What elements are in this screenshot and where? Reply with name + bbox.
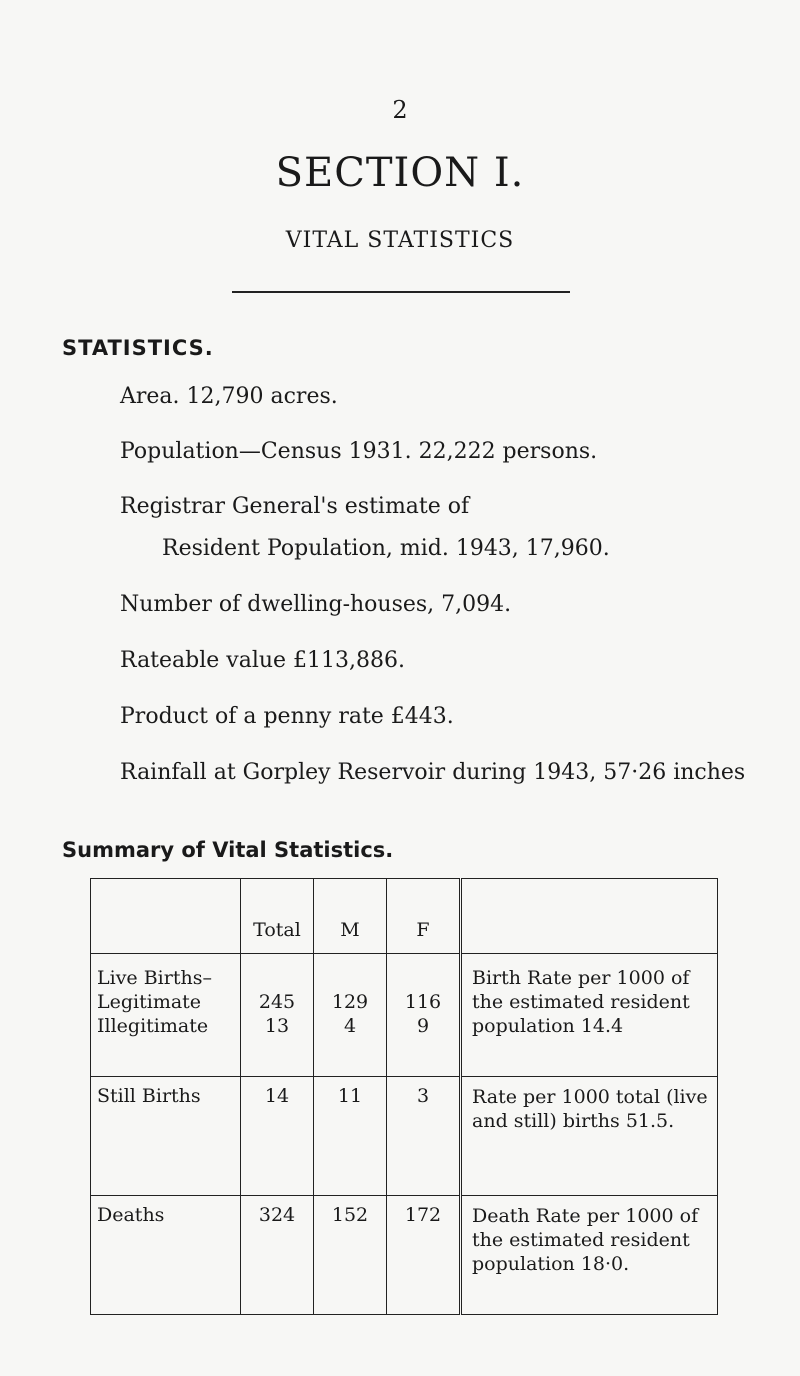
f-cell: [387, 954, 461, 1077]
value: 9: [416, 1015, 430, 1037]
area-line: Area. 12,790 acres.: [120, 384, 338, 409]
row-label-line: Legitimate: [97, 991, 202, 1013]
f-cell: 172: [387, 1196, 461, 1315]
resident-population-line: Resident Population, mid. 1943, 17,960.: [162, 536, 610, 561]
vital-statistics-table: [90, 878, 718, 1315]
death-rate-note: Death Rate per 1000 of the estimated resident population 18·0.: [461, 1196, 718, 1315]
value: 116: [404, 991, 442, 1013]
value: 245: [258, 991, 296, 1013]
section-title: SECTION I.: [275, 150, 525, 196]
rateable-value-line: Rateable value £113,886.: [120, 648, 406, 673]
row-label: Still Births: [91, 1077, 241, 1196]
row-label-line: Illegitimate: [97, 1015, 209, 1037]
header-total: Total: [241, 879, 314, 954]
penny-rate-line: Product of a penny rate £443.: [120, 704, 454, 729]
header-note-blank: [461, 879, 718, 954]
birth-rate-note: Birth Rate per 1000 of the estimated resident population 14.4: [461, 954, 718, 1077]
summary-heading: Summary of Vital Statistics.: [62, 838, 394, 862]
table-row-deaths: [91, 1196, 718, 1315]
row-label: Deaths: [91, 1196, 241, 1315]
table-row-still-births: [91, 1077, 718, 1196]
header-cell-blank: [91, 879, 241, 954]
m-cell: [314, 954, 387, 1077]
value: [241, 966, 313, 990]
still-birth-rate-note: Rate per 1000 total (live and still) births 51.5.: [461, 1077, 718, 1196]
row-label: [91, 954, 241, 1077]
m-cell: 152: [314, 1196, 387, 1315]
statistics-heading: STATISTICS.: [62, 336, 214, 360]
row-label-line: Live Births–: [97, 967, 212, 989]
dwelling-houses-line: Number of dwelling-houses, 7,094.: [120, 592, 512, 617]
table-header-row: [91, 879, 718, 954]
m-cell: 11: [314, 1077, 387, 1196]
f-cell: 3: [387, 1077, 461, 1196]
divider-rule: [232, 291, 570, 293]
population-line: Population—Census 1931. 22,222 persons.: [120, 439, 598, 464]
value: 13: [264, 1015, 290, 1037]
total-cell: 14: [241, 1077, 314, 1196]
value: [387, 966, 459, 990]
total-cell: [241, 954, 314, 1077]
value: 4: [343, 1015, 357, 1037]
header-m: M: [314, 879, 387, 954]
table-row-live-births: [91, 954, 718, 1077]
page-number: 2: [392, 96, 408, 124]
subtitle: VITAL STATISTICS: [285, 228, 515, 253]
registrar-estimate-line: Registrar General's estimate of: [120, 494, 470, 519]
value: [314, 966, 386, 990]
rainfall-line: Rainfall at Gorpley Reservoir during 1943, 57·26 inches: [120, 760, 746, 785]
header-f: F: [387, 879, 461, 954]
value: 129: [331, 991, 369, 1013]
total-cell: 324: [241, 1196, 314, 1315]
